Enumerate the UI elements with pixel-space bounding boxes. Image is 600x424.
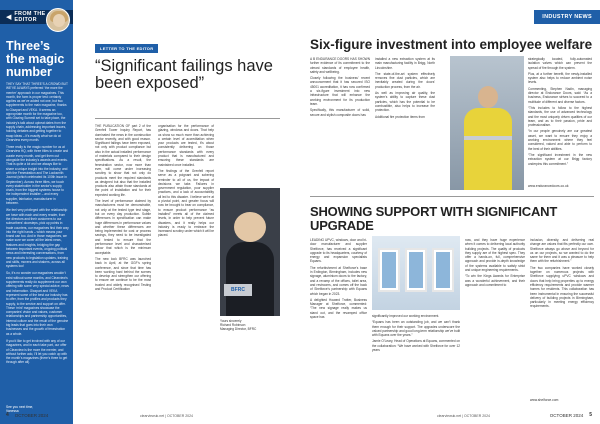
folio-site: clearviewuk.net | OCTOBER 2024: [437, 414, 490, 418]
folio-date: OCTOBER 2024: [549, 412, 584, 418]
bfrc-director-photo: [220, 188, 280, 316]
letter-to-editor-tag: LETTER TO THE EDITOR: [95, 44, 158, 53]
editor-paragraph: So, it’s no wonder our magazines wouldn’t exist without some months, and Clearview’s supplements really do supplement our own offering with some very special advice, news and information. Glazpart and VEKA represent some of the best our industry has to offer, from the profiles and products they supply, to the service and support on offer. These ‘mini’ magazines showcase the companies’ vision and values, customer relationships and partnership opportunities, internal culture and the result of the genuine big leads that goes into their own businesses and the growth of fenestration as a whole.: [6, 271, 69, 336]
folio-site: clearviewuk.net | OCTOBER 2024: [140, 414, 193, 418]
article-column-6: [465, 238, 525, 289]
letter-paragraph: THE PUBLICATION OF part 2 of the Grenfell Tower Inquiry Report, has dominated the news in the construction sector recently, and with good reason. Significant failings have been exposed, not only with product compliance but also in the actual installed performance of materials compared to their design specifications. As a result, the fenestration sector, now more than ever, will come under increasing scrutiny to show that not only do products meet the required standards as designed but also that the installed products also attain those standards at the point of installation and for their expected working life.: [95, 124, 151, 197]
article-paragraph: Jamie O’Leary, Head of Operations at Equans, commented on the collaboration: “We have worked with Shelforce for over 12 years: [372, 339, 460, 353]
article-column-7: [530, 238, 594, 311]
article-paragraph: now, and they have huge experience when it comes to delivering local authority building projects. The quality of products they supply are of the highest spec. They offer a hands-on, full, comprehensive approach and provide in-depth knowledge of the systems available to satisfy strict and unique engineering requirements.: [465, 238, 525, 273]
article-column-3: [528, 57, 592, 168]
editor-sidebar: [0, 0, 73, 424]
editor-paragraph: THEY SAY THAT THREE’S A CROWD BUT WE’VE ALWAYS preferred ‘the more the merrier’ approach in our magazines. This month, the form is proper test: certainly applies as we’ve added not one, but two supplements to the main magazine, thanks to Glazpart and VEKA. It seems an appropriate month for the magazine too, with Glazing Summit set to take place, the industry’s talk about upbeat dates from the supply chain, addressing important issues, holding debates and getting together to swap ideas – it’s exactly what we do at Clearview every month.: [6, 82, 68, 142]
editor-paragraph: Three really is the magic number for us at Clearview HQ, with three titles to create and curate every month, and get them out alongside the industry’s awards and events. That is quite a lot and we always like to share a unique insight into the industry, and with the Fenestration and The Locksmith Journal (which celebrated its 100th issue in September). Across three titles, we touch every stakeholder in the sector’s supply chain, from the biggest systems house to the independent installer – and every supplier, fabricator, manufacturer in between.: [6, 145, 69, 206]
article-headline: Six-figure investment into employee welfare: [310, 37, 593, 52]
article-paragraph: A delighted Howard Trotter, Business Manager at Shelforce, commented: “The new signage really makes us stand out, and the revamped office space has: [310, 297, 367, 320]
folio-date: OCTOBER 2024: [14, 412, 49, 418]
article-paragraph: strategically located, fully-automated isolation valves which can prevent the spread of fire through the system.: [528, 57, 592, 70]
article-paragraph: “In our people genuinely are our greatest asset, we want to ensure they enjoy a working environment where they feel considered, valued and able to perform to the best of their abilities.: [528, 129, 592, 151]
letter-column-1: [95, 124, 151, 293]
caption-line: Richard Robinson: [220, 323, 246, 328]
letter-column-2: [158, 124, 214, 240]
editor-headline: Three’s the magic number: [6, 39, 65, 79]
article-paragraph: “This includes to follow to the highest standards, the use of advanced technology and the most uniquely driven qualities of our team, and as to their passion, pride and professionalism.: [528, 105, 592, 128]
article-paragraph: Commenting, Stephen Nadin, managing director at Endurance Doors, said: “As a business, Endurance strives to succeed to a multitude of different and diverse factors.: [528, 86, 592, 104]
page-folio-left: [6, 412, 48, 418]
article-url[interactable]: www.endurancedoors.co.uk: [528, 184, 569, 188]
article-paragraph: Plus, at a further benefit, the newly-installed system also helps to reduce ambient noise levels.: [528, 71, 592, 85]
article-paragraph: The state-of-the-art system effectively removes fine dust particles, which are inevitably created during the doors’ production process, from the air.: [375, 71, 435, 89]
letter-paragraph: The new look BFRC was launched back in April, at the GGF’s spring conference, and since that time has been working hard behind the scenes to develop and strengthen our offering to ensure we continue to be the most trusted and widely recognised Testing and Product Certification: [95, 256, 151, 291]
article-paragraph: Specifically, this manufacturer of solid, secure and stylish composite doors has: [310, 108, 370, 117]
article-url[interactable]: www.shelforce.com: [530, 398, 559, 402]
article-column-4: [310, 238, 367, 321]
signoff-line: See you next time,: [6, 405, 34, 409]
article-paragraph: The two companies have worked closely together on numerous projects with Shelforce supplying uPVC windows and doors that help bring properties up to energy efficiency requirements and provide warmer homes for residents. This collaboration has been instrumental in ensuring the successful delivery of building projects in Birmingham, particularly in meeting energy efficiency requirements.: [530, 265, 594, 309]
letter-paragraph: The level of performance claimed by manufacturers must be demonstrable, not only at the tested type test stage, but on every day production. Subtle differences in specification can make huge differences in performance values and whether these differences are being implemented for cost or process savings, they need to be investigated and tested to ensure that the performance level and characterised below that which is the minimum acceptable.: [95, 199, 151, 255]
article-paragraph: As well as improving air quality, the system’s ability to capture these dust particles, which has the potential to be combustible, also helps to increase fire protection.: [375, 91, 435, 113]
signoff-name: Vanessa: [6, 409, 19, 414]
article-paragraph: inclusion, diversity, and delivering real change are values that fits perfectly our own. Shelforce always go above and beyond for us on our projects, so we wanted to do the same for them and it was a pleasure to help them with the refurbishment.”: [530, 238, 594, 264]
letter-paragraph: The findings of the Grenfell report serve as a poignant and sobering reminder to all of us, the impact of decisions we take. Failures in government regulation, poor supplier practices, and a lack of accountability all led to this disaster. I believe we’re at a pivotal point, and greater focus will now be brought to bear on compliance, to ensure product performance “as installed” meets all of the claimed levels, in order to help prevent future disasters, and it really helps our industry is ready to embrace the increased scrutiny under which it will be placed.: [158, 168, 214, 238]
article-paragraph: “Equans has been an outstanding job, and we can’t thank them enough for their support. The upgrades underscore the valued partnership and good long-term relationship we’ve built with Equans over the years.”: [372, 320, 460, 338]
divider: [95, 118, 280, 119]
section-tab-label: FROM THE EDITOR: [14, 11, 46, 23]
letter-headline: “Significant failings have been exposed”: [95, 57, 273, 92]
editor-paragraph: If you’d like to get involved with any of our magazines, and in each take part, our offer of Clearview is the more the merrier, and without further ado, I’ll let you catch up with the month’s magazines (there’s three to get through after all).: [6, 338, 68, 365]
article-paragraph: installed a new extraction system at its main manufacturing facility in Brigg, North Lincolnshire.: [375, 57, 435, 70]
worker-photo: [450, 56, 524, 190]
windows-photo: [372, 236, 460, 310]
article-column-5: [372, 314, 460, 354]
right-page: [300, 0, 600, 424]
page-folio-right: [550, 412, 592, 418]
letter-paragraph: organisation for the performance of glazing, windows and doors. That help us show so much more than achieving a certain level of accreditation when your products are tested, it’s about consistently delivering on those performance standards with every product that is manufactured and ensuring these standards are maintained once installed.: [158, 124, 214, 167]
bfrc-sign: BFRC: [224, 284, 252, 296]
arrow-left-icon: ◀: [6, 14, 12, 21]
editor-body: [6, 82, 69, 368]
article-paragraph: significantly improved our working environment.: [372, 314, 440, 318]
article-paragraph: A B ENDURANCE DOORS HAS SHOWN further evidence of its commitment to the utmost standards of employee health, safety and wellbeing.: [310, 57, 370, 74]
page-number: 4: [6, 412, 9, 418]
article-headline: SHOWING SUPPORT WITH SIGNIFICANT UPGRADE: [310, 204, 558, 233]
article-paragraph: Closely following the business’ recent announcement that it has secured ISO 45001 accreditation, it has now confirmed a six-figure investment into new infrastructure that will enhance the working environment for its production team.: [310, 76, 370, 106]
article-paragraph: Additional fire protection items from: [375, 114, 425, 119]
article-column-2: [375, 57, 435, 121]
page-number: 5: [589, 412, 592, 418]
article-column-1: [310, 57, 370, 119]
article-paragraph: The refurbishment at Shelforce’s base in Erdington, Birmingham, includes new signage, aluminium doors to the factory, and a revamp of the offices, toilet area, and restrooms, and comes off the back of Shelforce’s partnership with Equans which began in 2023.: [310, 265, 367, 296]
caption-line: Managing Director, BFRC: [220, 327, 257, 332]
article-paragraph: “To win the Kings Awards for Enterprise was a wonderful achievement, and their approach and commitment to: [465, 274, 525, 287]
letter-signature-caption: [220, 319, 280, 331]
caption-line: Yours sincerely: [220, 319, 242, 323]
editor-avatar: [46, 8, 70, 32]
editor-paragraph: We feel very privileged with the relationship we have with each and every reader, from the directors and their customers to our subscribers’ doorsteps, pick up points in trade counters, our magazines find their way into the right hands – which means your brand can too. And in those magazines, we make sure we cover all the latest news, features and insights, bridging the gap between important events, ongoing political news and interesting conversations, from new products to legislation updates, training and skills, movers and shakers, across all systems too!: [6, 208, 69, 269]
article-paragraph: “The significant investment in the new extraction system at our Brigg factory underpins this commitment.”: [528, 152, 592, 166]
article-paragraph: LEADING UPVC, windows, door and bi-door manufacturer and supplier Shelforce, has received a significant upgrade to its headquarters, courtesy of energy and expansion specialists Equans.: [310, 238, 367, 264]
section-tab-industry-news: INDUSTRY NEWS: [534, 10, 600, 24]
divider: [310, 196, 594, 197]
